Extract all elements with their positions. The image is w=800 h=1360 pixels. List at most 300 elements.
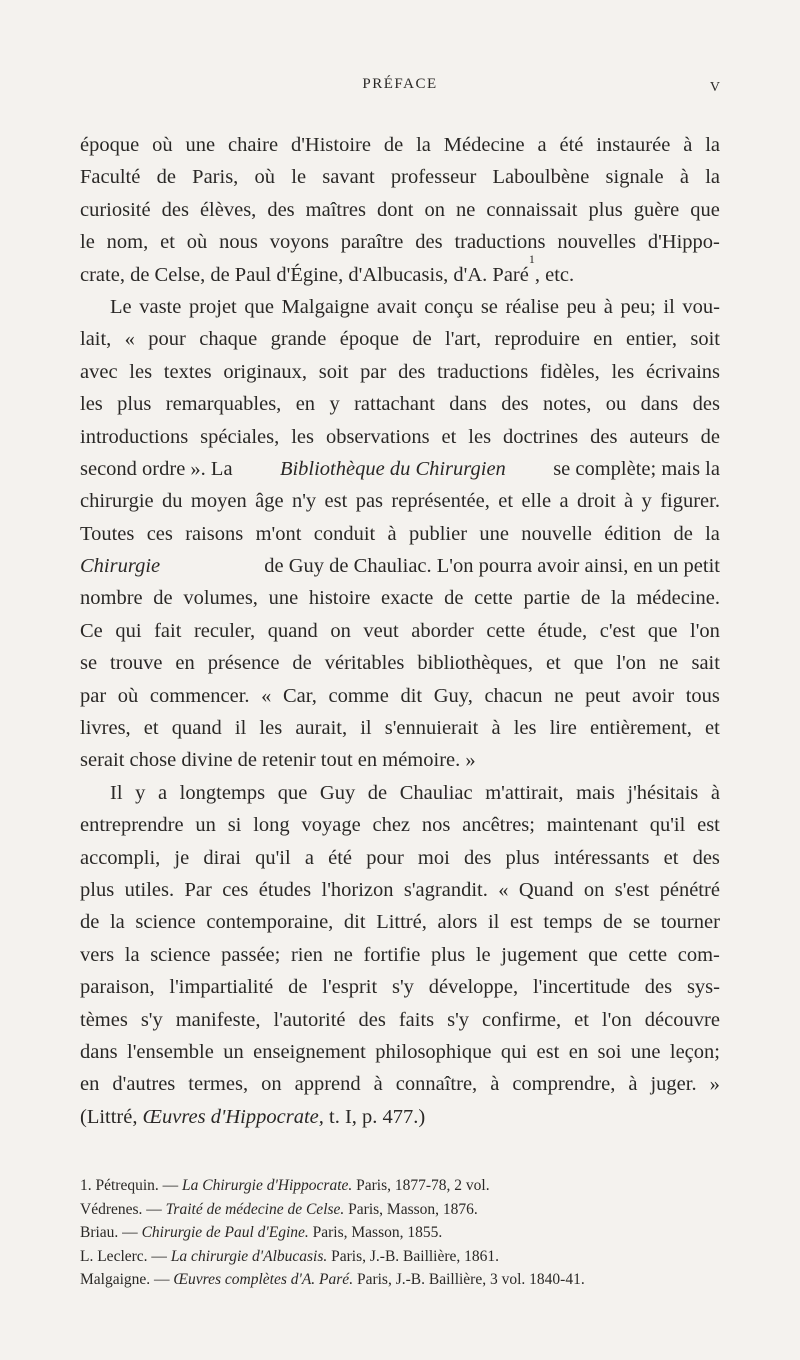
word: une	[268, 587, 299, 610]
word: enseignement	[253, 1040, 366, 1063]
word: plus	[588, 198, 623, 221]
word: une	[630, 1040, 661, 1063]
word: de	[673, 522, 693, 545]
word: une	[479, 522, 509, 545]
word: s'est	[614, 878, 650, 901]
text-line	[80, 251, 720, 291]
word: quand	[267, 619, 318, 642]
footnote-title: Chirurgie de Paul d'Egine.	[141, 1224, 309, 1241]
word: curiosité	[80, 198, 151, 221]
word: peut	[585, 684, 621, 707]
word: vaste	[139, 295, 182, 318]
word: a	[157, 781, 168, 804]
word: partie	[523, 587, 571, 610]
word: de	[292, 652, 312, 675]
word: on	[583, 878, 605, 901]
text-line	[80, 291, 720, 323]
word: le	[475, 943, 491, 966]
main-text	[80, 129, 720, 1133]
text-line	[80, 906, 720, 938]
word: temps	[543, 911, 593, 934]
text-run: t. I, p. 477.)	[329, 1105, 426, 1128]
word: «	[498, 878, 509, 901]
word: l'on	[616, 652, 647, 675]
word: l'art,	[445, 328, 482, 351]
word: découvre	[644, 1008, 720, 1031]
text-line	[80, 356, 720, 388]
word: de	[444, 587, 464, 610]
word: doctrines	[503, 425, 579, 448]
text-line	[80, 680, 720, 712]
word: «	[124, 328, 135, 351]
word: conçu	[424, 295, 474, 318]
text-line	[80, 485, 720, 517]
word: que	[690, 198, 720, 221]
word: à	[683, 134, 693, 156]
word: la	[124, 943, 140, 966]
word: pour	[366, 846, 404, 869]
word: des	[692, 846, 720, 869]
word: à	[624, 490, 634, 513]
word: époque	[80, 134, 140, 156]
word: long	[253, 814, 290, 837]
word: nos	[421, 814, 451, 837]
word: est	[697, 814, 720, 837]
word: a	[537, 134, 547, 156]
word: l'esprit	[322, 976, 378, 999]
word: Car,	[282, 684, 317, 707]
word: instaurée	[596, 134, 671, 156]
word: Toutes	[80, 522, 135, 545]
word: que	[588, 943, 618, 966]
word: est	[536, 1040, 560, 1063]
word: cette	[474, 587, 513, 610]
word: comme	[328, 684, 389, 707]
word: la	[610, 587, 626, 610]
word: fidèles,	[539, 360, 600, 383]
italic-title: Œuvres d'Hippocrate,	[142, 1105, 324, 1128]
word: histoire	[308, 587, 371, 610]
word: sys-	[686, 976, 720, 999]
word: traductions	[454, 231, 546, 254]
word: de	[700, 425, 720, 448]
word: longtemps	[179, 781, 266, 804]
footnote-author: Briau. —	[80, 1224, 138, 1241]
word: se	[80, 652, 98, 675]
text-line	[80, 453, 720, 485]
text-line	[80, 809, 720, 841]
word: des	[463, 846, 492, 869]
word: que	[244, 295, 274, 318]
word: à	[387, 522, 397, 545]
word: contemporaine,	[206, 911, 334, 934]
word: un	[223, 1040, 244, 1063]
word: s'agrandit.	[403, 878, 488, 901]
word: en	[80, 1073, 100, 1096]
word: Par	[184, 878, 212, 901]
word: moyen	[190, 490, 247, 513]
word: et	[160, 231, 175, 254]
word: Littré,	[376, 911, 427, 934]
word: l'ensemble	[127, 1040, 214, 1063]
word: y	[135, 781, 146, 804]
text-line	[80, 647, 720, 679]
word: si	[227, 814, 242, 837]
word: Quand	[518, 878, 574, 901]
word: a	[304, 846, 314, 869]
word: passée;	[221, 943, 281, 966]
word: représentée,	[391, 490, 490, 513]
word: conduit	[313, 522, 376, 545]
word: projet	[188, 295, 237, 318]
word: d'Histoire	[290, 134, 371, 156]
word: fortifie	[363, 943, 421, 966]
word: com-	[677, 943, 720, 966]
word: paraison,	[80, 976, 155, 999]
word: en	[295, 393, 316, 416]
word: comprendre,	[512, 1073, 616, 1096]
word: présence	[207, 652, 280, 675]
footnote-title: Traité de médecine de Celse.	[165, 1200, 345, 1218]
word: m'attirait,	[485, 781, 564, 804]
word: plus	[80, 878, 115, 901]
word: utiles.	[124, 878, 175, 901]
word: les	[291, 425, 314, 448]
word: l'impartialité	[169, 976, 274, 999]
word: et	[143, 717, 159, 740]
word: connaissait	[486, 198, 578, 221]
word: époque	[339, 328, 399, 351]
word: l'incertitude	[532, 976, 630, 999]
word: juger.	[650, 1073, 697, 1096]
word: les	[129, 360, 153, 383]
word: Guy	[319, 781, 356, 804]
word: je	[174, 846, 190, 869]
word: à	[628, 1073, 638, 1096]
footnote-imprint: Paris, Masson, 1876.	[348, 1200, 478, 1218]
word: Guy,	[433, 684, 473, 707]
word: la	[705, 134, 720, 156]
word: signale	[605, 166, 664, 189]
word: ne	[659, 652, 679, 675]
word: quand	[171, 717, 222, 740]
word: de	[367, 781, 388, 804]
footnote-item	[80, 1245, 720, 1269]
footnote-item	[80, 1174, 720, 1198]
text-line	[80, 712, 720, 744]
word: peu;	[620, 295, 656, 318]
word: traductions	[437, 360, 529, 383]
word: soit	[690, 328, 720, 351]
text-run: crate, de Celse, de Paul d'Égine, d'Albucasis, d'A. Paré	[80, 263, 529, 286]
word: de	[412, 328, 432, 351]
word: avec	[80, 360, 118, 383]
word: accompli,	[80, 846, 161, 869]
word: on	[261, 1073, 282, 1096]
word: ne	[554, 684, 574, 707]
word: notes,	[542, 393, 592, 416]
word: ne	[456, 198, 476, 221]
word: connaître,	[395, 1073, 478, 1096]
word: chez	[372, 814, 411, 837]
word: les	[468, 425, 492, 448]
footnote-item	[80, 1221, 720, 1245]
word: dans	[640, 393, 679, 416]
word: pénétré	[659, 878, 720, 901]
word: »	[709, 1073, 720, 1096]
footnote-imprint: Paris, Masson, 1855.	[312, 1224, 443, 1241]
word: études	[258, 878, 312, 901]
word: plus	[505, 846, 540, 869]
word: les	[259, 717, 283, 740]
word: Laboulbène	[492, 166, 590, 189]
word: remarquables,	[165, 393, 282, 416]
word: d'autres	[112, 1073, 176, 1096]
word: intéressants	[553, 846, 650, 869]
word: Ce	[80, 619, 103, 642]
word: s'ennuierait	[384, 717, 479, 740]
word: voyage	[301, 814, 361, 837]
word: des	[267, 198, 295, 221]
text-run: (Littré,	[80, 1105, 138, 1128]
word: de	[288, 976, 308, 999]
word: nous	[219, 231, 258, 254]
text-line	[80, 1101, 720, 1133]
word: «	[261, 684, 272, 707]
word: du	[162, 490, 183, 513]
word: maintenant	[546, 814, 638, 837]
word: Faculté	[80, 166, 141, 189]
word: chirurgie	[80, 490, 154, 513]
word: y	[641, 490, 652, 513]
word: les	[611, 360, 635, 383]
running-title: PRÉFACE	[362, 76, 438, 92]
word: alors	[437, 911, 478, 934]
word: lire	[549, 717, 577, 740]
word: plus	[117, 393, 152, 416]
word: qui	[115, 619, 142, 642]
word: on	[424, 198, 445, 221]
word: figurer.	[660, 490, 720, 513]
italic-title: Bibliothèque du Chirurgien	[279, 457, 506, 480]
word: médecine.	[636, 587, 720, 610]
page-number: V	[709, 80, 720, 95]
word: se	[633, 911, 651, 934]
word: se	[480, 295, 498, 318]
text-line	[80, 615, 720, 647]
text-run: serait chose divine de retenir tout en mémoire. »	[80, 749, 476, 772]
word: a	[559, 490, 569, 513]
word: nouvelles	[557, 231, 636, 254]
footnote-title: Œuvres complètes d'A. Paré.	[173, 1271, 354, 1288]
text-line	[80, 388, 720, 420]
word: rattachant	[354, 393, 435, 416]
footnote-author: Védrenes. —	[80, 1200, 162, 1218]
footnote-imprint: Paris, J.-B. Baillière, 1861.	[331, 1247, 500, 1265]
word: s'y	[447, 1008, 470, 1031]
footnote-imprint: Paris, J.-B. Baillière, 3 vol. 1840-41.	[356, 1271, 585, 1288]
word: exacte	[381, 587, 434, 610]
word: entièrement,	[590, 717, 692, 740]
word: pas	[355, 490, 384, 513]
word: m'ont	[255, 522, 302, 545]
word: volumes,	[183, 587, 258, 610]
word: les	[80, 393, 103, 416]
word: Malgaigne	[281, 295, 370, 318]
word: qui	[500, 1040, 528, 1063]
word: élèves,	[199, 198, 257, 221]
word: où	[117, 684, 139, 707]
word: des	[501, 393, 529, 416]
word: avoir	[631, 684, 675, 707]
footnote-author: L. Leclerc. —	[80, 1247, 167, 1265]
word: nom,	[106, 231, 149, 254]
word: est	[510, 911, 533, 934]
text-line	[80, 421, 720, 453]
word: reculer,	[193, 619, 256, 642]
word: dit	[400, 684, 423, 707]
word: chaire	[227, 134, 279, 156]
word: un	[195, 814, 216, 837]
word: et	[441, 425, 457, 448]
text-line	[80, 1068, 720, 1100]
word: spéciales,	[200, 425, 280, 448]
word: dans	[449, 393, 487, 416]
word: originaux,	[223, 360, 308, 383]
word: en	[593, 328, 613, 351]
word: livres,	[80, 717, 131, 740]
word: entier,	[626, 328, 677, 351]
word: d'Hippo-	[647, 231, 720, 254]
word: où	[152, 134, 173, 156]
text-run: second ordre ». La	[80, 457, 233, 480]
word: tourner	[660, 911, 720, 934]
word: la	[109, 911, 125, 934]
word: à	[491, 717, 501, 740]
text-line	[80, 161, 720, 193]
word: des	[358, 1008, 386, 1031]
word: de	[153, 587, 173, 610]
word: la	[705, 522, 720, 545]
text-line	[80, 518, 720, 550]
word: entreprendre	[80, 814, 184, 837]
word: soit	[318, 360, 349, 383]
word: des	[590, 425, 618, 448]
word: leçon;	[669, 1040, 720, 1063]
word: que	[277, 781, 308, 804]
word: de	[156, 166, 176, 189]
word: aborder	[411, 619, 474, 642]
word: ou	[605, 393, 627, 416]
text-line	[80, 550, 720, 582]
word: c'est	[599, 619, 636, 642]
word: que	[647, 619, 678, 642]
word: termes,	[188, 1073, 249, 1096]
word: faits	[398, 1008, 435, 1031]
word: à	[373, 1073, 383, 1096]
footnotes	[80, 1174, 720, 1292]
text-line	[80, 1004, 720, 1036]
footnote-item	[80, 1198, 720, 1222]
text-line	[80, 1036, 720, 1068]
word: plus	[431, 943, 466, 966]
word: où	[254, 166, 276, 189]
word: et	[545, 652, 561, 675]
word: il	[487, 911, 500, 934]
word: est	[324, 490, 348, 513]
text-line	[80, 939, 720, 971]
word: observations	[325, 425, 430, 448]
word: ces	[222, 878, 249, 901]
word: cette	[486, 619, 526, 642]
word: voyons	[269, 231, 329, 254]
word: droit	[576, 490, 616, 513]
word: Chauliac	[399, 781, 473, 804]
text-line	[80, 842, 720, 874]
text-line	[80, 777, 720, 809]
word: grande	[270, 328, 327, 351]
footnote-author: 1. Pétrequin. —	[80, 1177, 179, 1194]
word: fait	[154, 619, 182, 642]
word: dit	[343, 911, 366, 934]
word: publier	[408, 522, 468, 545]
word: commencer.	[149, 684, 250, 707]
text-line	[80, 971, 720, 1003]
word: vou-	[682, 295, 720, 318]
word: savant	[322, 166, 375, 189]
text-line	[80, 129, 720, 161]
word: dans	[80, 1040, 118, 1063]
word: Le	[110, 295, 132, 318]
word: Paris,	[192, 166, 239, 189]
word: qu'il	[649, 814, 686, 837]
word: elle	[521, 490, 552, 513]
text-line	[80, 874, 720, 906]
word: science	[135, 911, 196, 934]
footnote-item	[80, 1268, 720, 1292]
word: de	[603, 911, 623, 934]
word: des	[692, 393, 720, 416]
word: Médecine	[443, 134, 525, 156]
word: dont	[377, 198, 414, 221]
word: chacun	[484, 684, 543, 707]
word: âge	[255, 490, 284, 513]
word: des	[644, 976, 673, 999]
word: l'autorité	[273, 1008, 346, 1031]
word: mais	[576, 781, 615, 804]
word: il	[663, 295, 675, 318]
word: en	[568, 1040, 589, 1063]
word: l'horizon	[321, 878, 394, 901]
word: textes	[163, 360, 212, 383]
footnote-imprint: Paris, 1877-78, 2 vol.	[356, 1177, 490, 1194]
word: science	[150, 943, 211, 966]
word: été	[328, 846, 353, 869]
word: les	[513, 717, 537, 740]
word: été	[559, 134, 584, 156]
word: auteurs	[629, 425, 689, 448]
word: professeur	[390, 166, 477, 189]
word: bibliothèques,	[417, 652, 533, 675]
word: Il	[110, 781, 123, 804]
word: j'hésitais	[627, 781, 699, 804]
word: étude,	[537, 619, 588, 642]
text-line	[80, 194, 720, 226]
word: introductions	[80, 425, 189, 448]
word: de	[580, 587, 601, 610]
word: des	[161, 198, 189, 221]
word: sait	[691, 652, 720, 675]
